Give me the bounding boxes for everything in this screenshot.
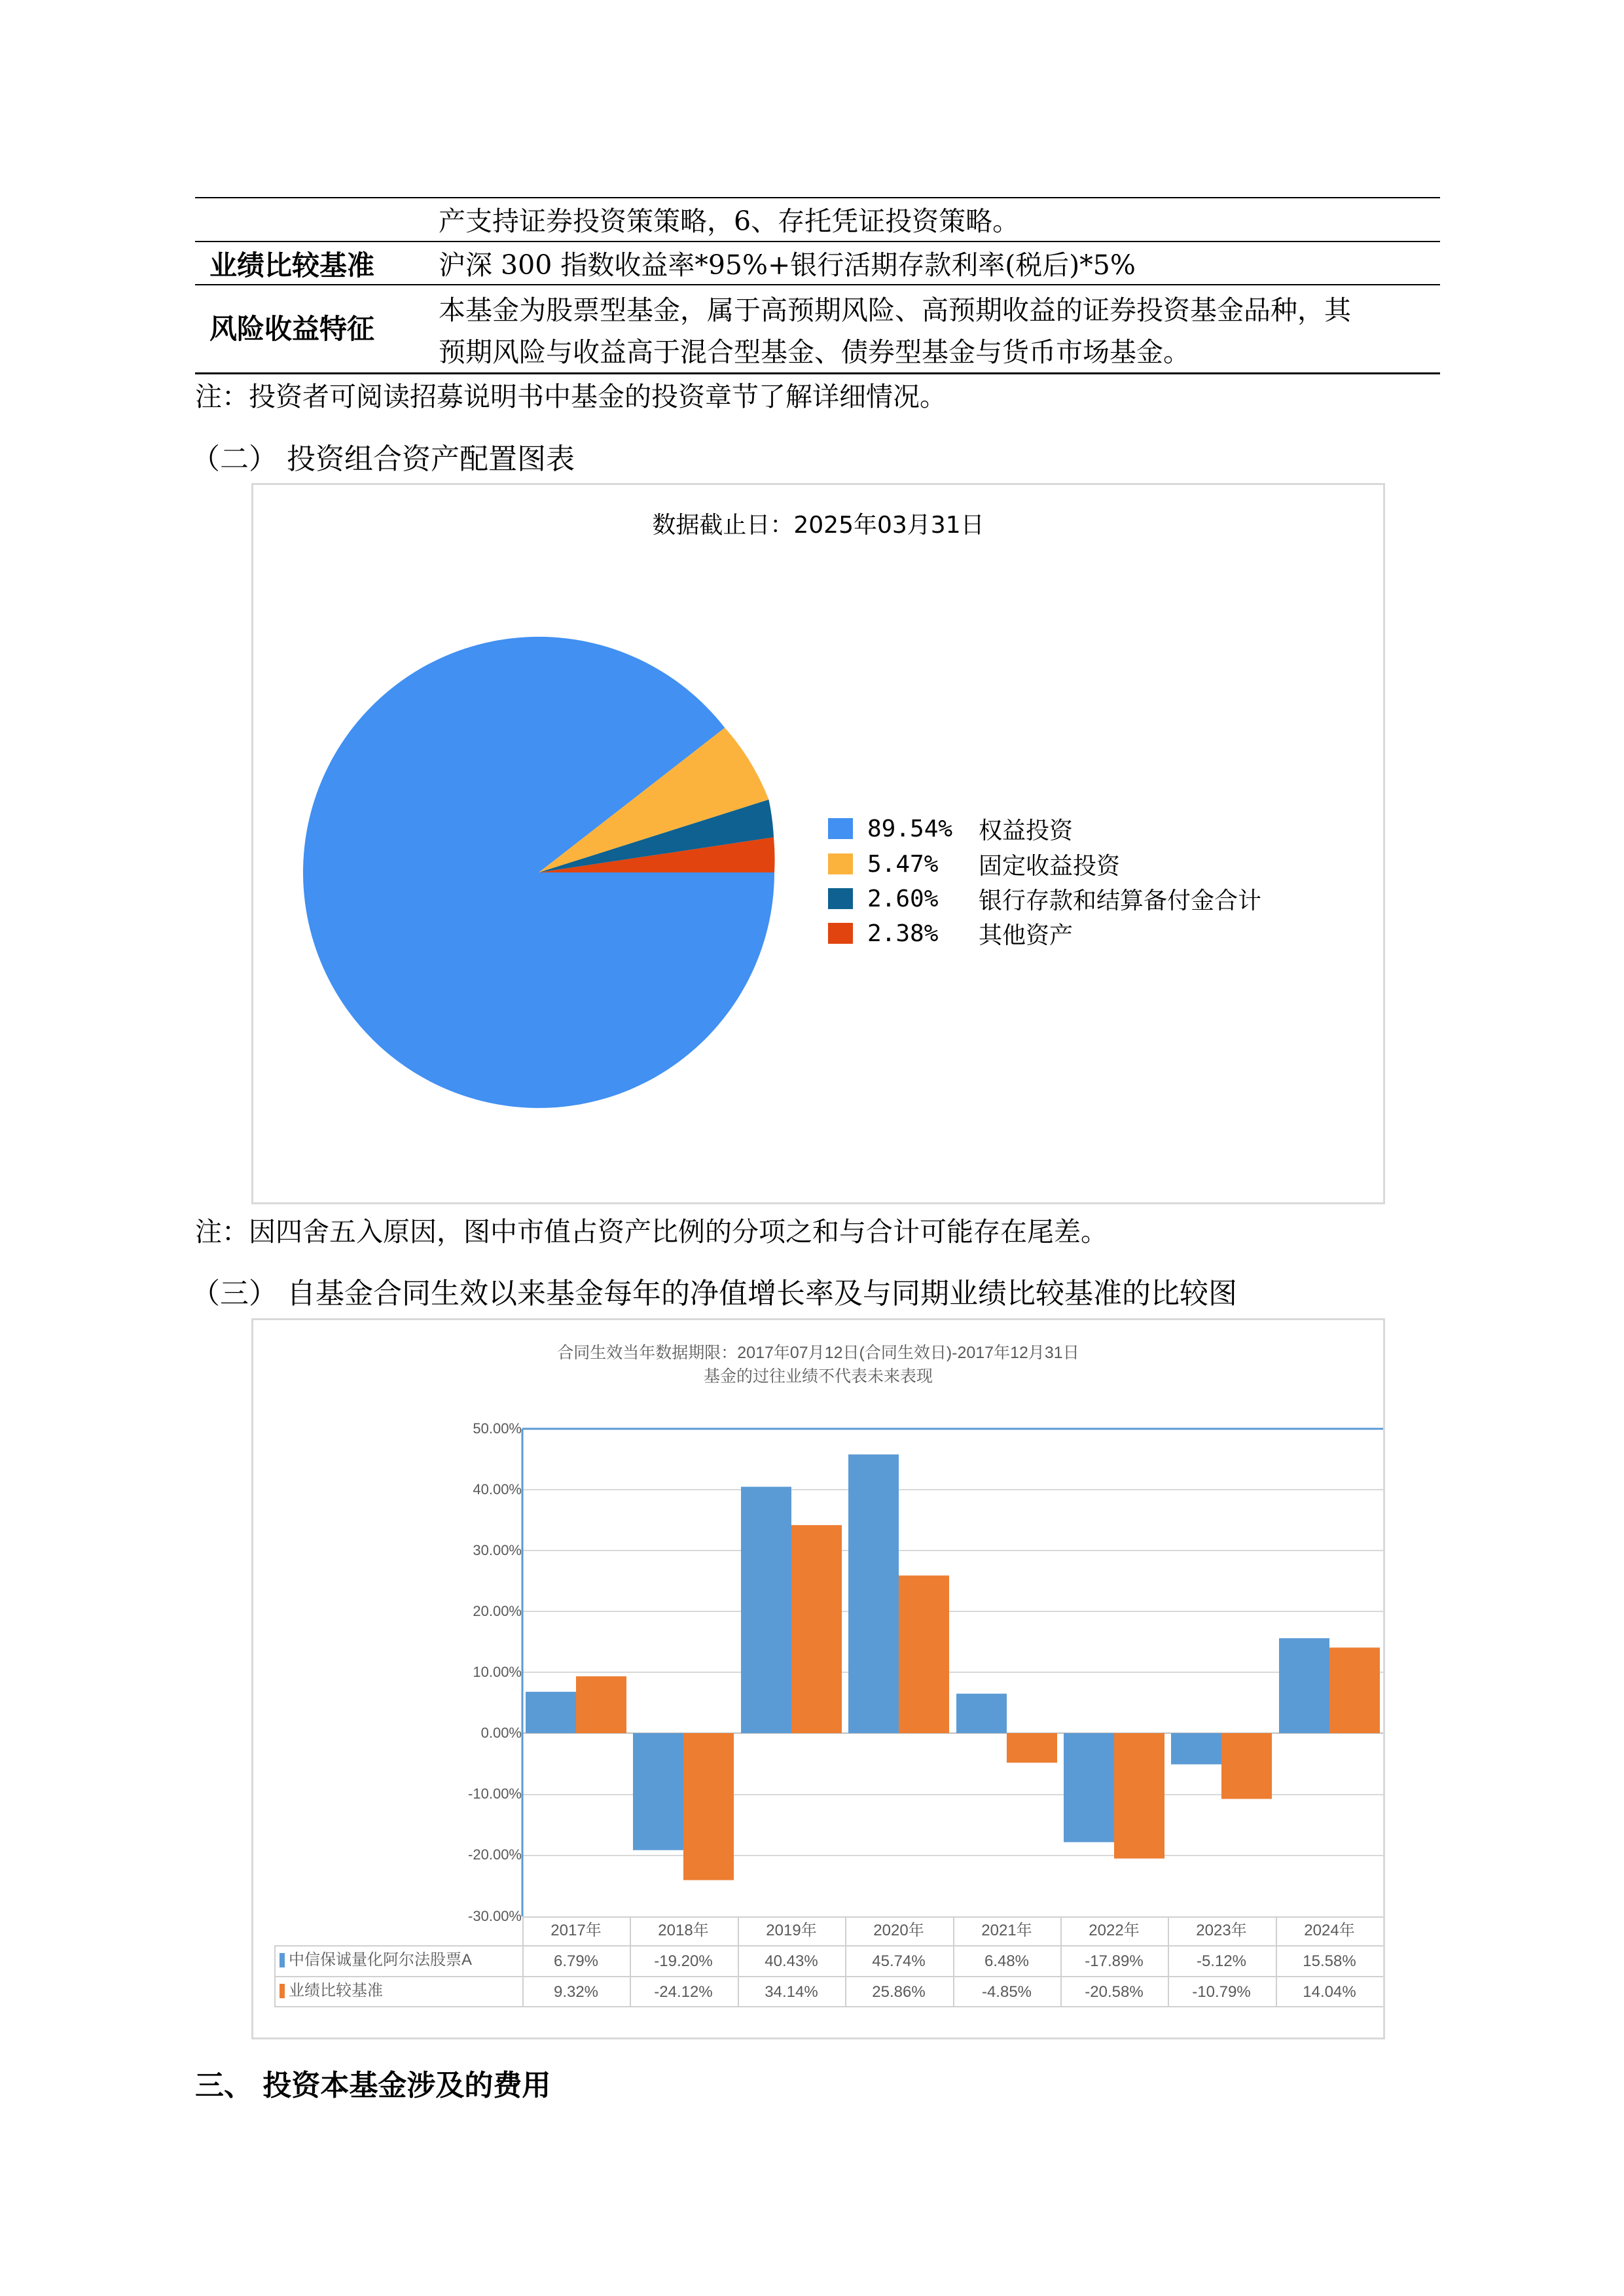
y-tick: 50.00%	[473, 1420, 522, 1437]
legend-item-bank-deposits: 2.60% 银行存款和结算备付金合计	[828, 886, 1261, 912]
data-cell: 34.14%	[765, 1983, 818, 2001]
data-cell: 40.43%	[765, 1952, 818, 1970]
table-row-rule	[195, 241, 1440, 242]
bar-chart-subtitle-disclaimer: 基金的过往业绩不代表未来表现	[703, 1367, 933, 1386]
data-table-rule	[274, 1945, 1383, 1946]
strategy-continued-text: 产支持证券投资策策略，6、存托凭证投资策略。	[439, 206, 1020, 237]
data-cell: 9.32%	[553, 1983, 599, 2001]
y-tick: 10.00%	[473, 1664, 522, 1680]
data-table-rule	[274, 2006, 1383, 2007]
data-table-rule	[274, 1945, 276, 2006]
section-2-heading: （二） 投资组合资产配置图表	[191, 442, 575, 476]
data-cell: -24.12%	[654, 1983, 713, 2001]
series-benchmark-name: 业绩比较基准	[289, 1982, 383, 2000]
x-category: 2023年	[1196, 1922, 1247, 1939]
x-category: 2024年	[1304, 1922, 1355, 1939]
table-bottom-rule	[195, 372, 1440, 374]
section-3-heading: （三） 自基金合同生效以来基金每年的净值增长率及与同期业绩比较基准的比较图	[191, 1277, 1237, 1310]
data-cell: 6.48%	[984, 1952, 1030, 1970]
data-cell: -20.58%	[1085, 1983, 1144, 2001]
table-top-rule	[195, 197, 1440, 198]
series-fund-name: 中信保诚量化阿尔法股票A	[289, 1951, 473, 1969]
data-cell: 25.86%	[872, 1983, 926, 2001]
benchmark-label: 业绩比较基准	[209, 249, 375, 281]
benchmark-value: 沪深 300 指数收益率*95%+银行活期存款利率(税后)*5%	[439, 249, 1136, 281]
legend-swatch	[280, 1953, 285, 1967]
legend-swatch	[828, 853, 853, 874]
x-category: 2020年	[873, 1922, 924, 1939]
x-category: 2018年	[658, 1922, 709, 1939]
y-tick: 30.00%	[473, 1542, 522, 1558]
data-cell: -17.89%	[1085, 1952, 1144, 1970]
legend-swatch	[280, 1984, 285, 1998]
legend-swatch	[828, 888, 853, 909]
asset-allocation-chart	[251, 483, 1385, 1204]
pie-chart-title: 数据截止日：2025年03月31日	[652, 512, 984, 539]
table-row-rule	[195, 284, 1440, 285]
y-tick: -10.00%	[468, 1785, 522, 1802]
section-fees-heading: 三、 投资本基金涉及的费用	[195, 2069, 551, 2102]
performance-comparison-chart	[251, 1318, 1385, 2039]
data-cell: -5.12%	[1196, 1952, 1247, 1970]
data-cell: -19.20%	[654, 1952, 713, 1970]
risk-return-line-1: 本基金为股票型基金，属于高预期风险、高预期收益的证券投资基金品种，其	[439, 295, 1351, 326]
data-cell: 6.79%	[553, 1952, 599, 1970]
risk-return-label: 风险收益特征	[209, 313, 375, 345]
y-tick: -30.00%	[468, 1908, 522, 1924]
legend-item-benchmark	[280, 1983, 383, 1999]
bar-chart-subtitle-period: 合同生效当年数据期限：2017年07月12日(合同生效日)-2017年12月31日	[557, 1344, 1079, 1362]
x-category: 2021年	[981, 1922, 1032, 1939]
legend-swatch	[828, 818, 853, 839]
pie-chart-note: 注：因四舍五入原因，图中市值占资产比例的分项之和与合计可能存在尾差。	[195, 1216, 1108, 1247]
legend-item-fund	[280, 1952, 472, 1968]
y-tick: 20.00%	[473, 1603, 522, 1619]
y-tick: 40.00%	[473, 1481, 522, 1498]
legend-item-fixed-income: 5.47% 固定收益投资	[828, 851, 1120, 877]
x-category: 2019年	[766, 1922, 817, 1939]
legend-item-equity: 89.54% 权益投资	[828, 816, 1073, 842]
y-tick: 0.00%	[480, 1725, 522, 1741]
data-cell: 45.74%	[872, 1952, 926, 1970]
risk-return-line-2: 预期风险与收益高于混合型基金、债券型基金与货币市场基金。	[439, 336, 1190, 368]
x-category: 2022年	[1089, 1922, 1140, 1939]
y-tick: -20.00%	[468, 1846, 522, 1863]
legend-swatch	[828, 923, 853, 944]
data-cell: -4.85%	[981, 1983, 1032, 2001]
data-cell: 14.04%	[1303, 1983, 1356, 2001]
data-cell: -10.79%	[1192, 1983, 1251, 2001]
pie-chart	[253, 485, 1383, 1202]
table-note: 注：投资者可阅读招募说明书中基金的投资章节了解详细情况。	[195, 381, 947, 412]
legend-item-other-assets: 2.38% 其他资产	[828, 920, 1073, 946]
x-category: 2017年	[550, 1922, 602, 1939]
data-table-rule	[274, 1976, 1383, 1977]
data-cell: 15.58%	[1303, 1952, 1356, 1970]
